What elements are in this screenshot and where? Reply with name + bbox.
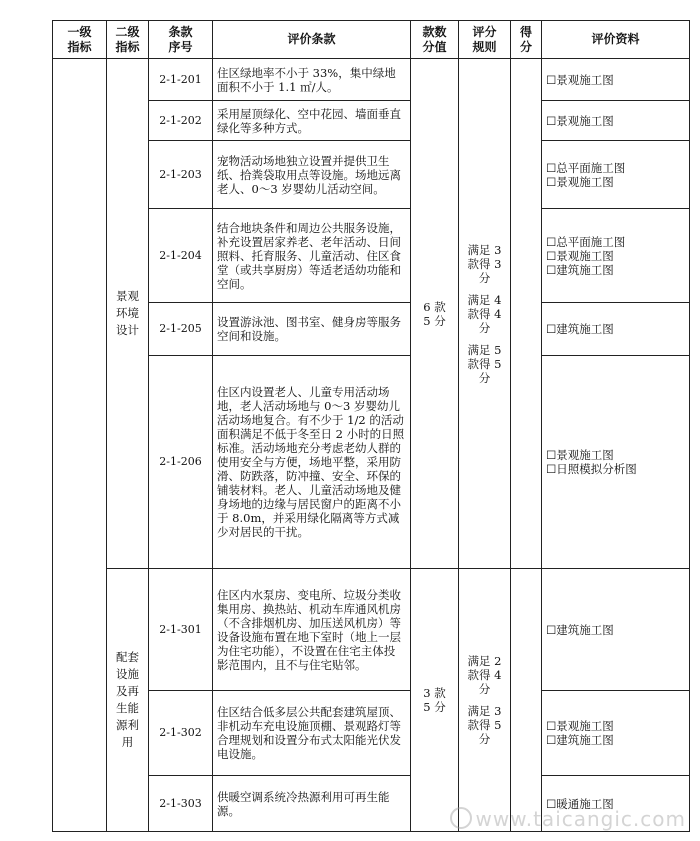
clause-text: 住区内设置老人、儿童专用活动场地，老人活动场地与 0～3 岁婴幼儿活动场地复合。有不少于 1/2 的活动面积满足不低于冬至日 2 小时的日照标准。活动场地充分考虑老幼人群的使用安全与方便，场地平整，采用防滑、防跌落，防冲撞、安全、环保的铺装材料。老人、儿童活动场地及健身场地的边缘与居民窗户的距离不小于 8.0m，并采用绿化隔离等方式减少对居民的干扰。 — [213, 356, 411, 569]
materials-cell: ☐景观施工图 ☐建筑施工图 — [542, 691, 690, 776]
table-row — [53, 209, 690, 303]
clause-text: 设置游泳池、图书室、健身房等服务空间和设施。 — [213, 303, 411, 356]
materials-cell: ☐景观施工图 ☐日照模拟分析图 — [542, 356, 690, 569]
table-row — [53, 356, 690, 569]
clause-text: 住区绿地率不小于 33%，集中绿地面积不小于 1.1 ㎡/人。 — [213, 59, 411, 101]
table-row — [53, 141, 690, 209]
score-cell — [511, 569, 542, 832]
rule-cell: 满足 2 款得 4 分 满足 3 款得 5 分 — [459, 569, 511, 832]
clause-id: 2-1-301 — [149, 569, 213, 691]
rule-cell: 满足 3 款得 3 分 满足 4 款得 4 分 满足 5 款得 5 分 — [459, 59, 511, 569]
header-clause: 评价条款 — [213, 21, 411, 59]
clause-id: 2-1-204 — [149, 209, 213, 303]
level1-cell — [53, 59, 107, 832]
clause-text: 采用屋顶绿化、空中花园、墙面垂直绿化等多种方式。 — [213, 101, 411, 141]
score-cell — [511, 59, 542, 569]
clause-id: 2-1-205 — [149, 303, 213, 356]
materials-cell: ☐总平面施工图 ☐景观施工图 ☐建筑施工图 — [542, 209, 690, 303]
clause-text: 供暖空调系统冷热源利用可再生能源。 — [213, 776, 411, 832]
header-materials: 评价资料 — [542, 21, 690, 59]
header-row — [53, 21, 690, 59]
clause-id: 2-1-206 — [149, 356, 213, 569]
clause-id: 2-1-302 — [149, 691, 213, 776]
materials-cell: ☐总平面施工图 ☐景观施工图 — [542, 141, 690, 209]
materials-cell: ☐景观施工图 — [542, 101, 690, 141]
materials-cell: ☐建筑施工图 — [542, 569, 690, 691]
materials-cell: ☐建筑施工图 — [542, 303, 690, 356]
clause-text: 宠物活动场地独立设置并提供卫生纸、拾粪袋取用点等设施。场地远离老人、0～3 岁婴幼儿活动空间。 — [213, 141, 411, 209]
clause-text: 住区结合低多层公共配套建筑屋顶、非机动车充电设施顶棚、景观路灯等合理规划和设置分布式太阳能光伏发电设施。 — [213, 691, 411, 776]
table-row — [53, 59, 690, 101]
level2-cell-facilities: 配套设施及再生能源利用 — [107, 569, 149, 832]
header-level2: 二级 指标 — [107, 21, 149, 59]
header-rule: 评分 规则 — [459, 21, 511, 59]
clause-id: 2-1-201 — [149, 59, 213, 101]
table-row — [53, 691, 690, 776]
table-row — [53, 569, 690, 691]
header-level1: 一级 指标 — [53, 21, 107, 59]
clause-id: 2-1-203 — [149, 141, 213, 209]
header-clause-no: 条款 序号 — [149, 21, 213, 59]
materials-cell: ☐暖通施工图 — [542, 776, 690, 832]
count-score-cell: 6 款 5 分 — [411, 59, 459, 569]
header-got: 得 分 — [511, 21, 542, 59]
clause-text: 住区内水泵房、变电所、垃圾分类收集用房、换热站、机动车库通风机房（不含排烟机房、加压送风机房）等设备设施布置在地下室时（地上一层为住宅功能），不设置在住宅主体投影范围内，且不与住宅贴邻。 — [213, 569, 411, 691]
watermark-logo-icon — [450, 807, 472, 829]
clause-id: 2-1-303 — [149, 776, 213, 832]
watermark: www.taicangic.com — [450, 807, 687, 831]
clause-text: 结合地块条件和周边公共服务设施，补充设置居家养老、老年活动、日间照料、托育服务、儿童活动、住区食堂（或共享厨房）等适老适幼功能和空间。 — [213, 209, 411, 303]
count-score-cell: 3 款 5 分 — [411, 569, 459, 832]
header-count-score: 款数 分值 — [411, 21, 459, 59]
table-row — [53, 303, 690, 356]
level2-cell-landscape: 景观环境设计 — [107, 59, 149, 569]
clause-id: 2-1-202 — [149, 101, 213, 141]
table-row — [53, 101, 690, 141]
evaluation-table — [52, 20, 690, 832]
materials-cell: ☐景观施工图 — [542, 59, 690, 101]
